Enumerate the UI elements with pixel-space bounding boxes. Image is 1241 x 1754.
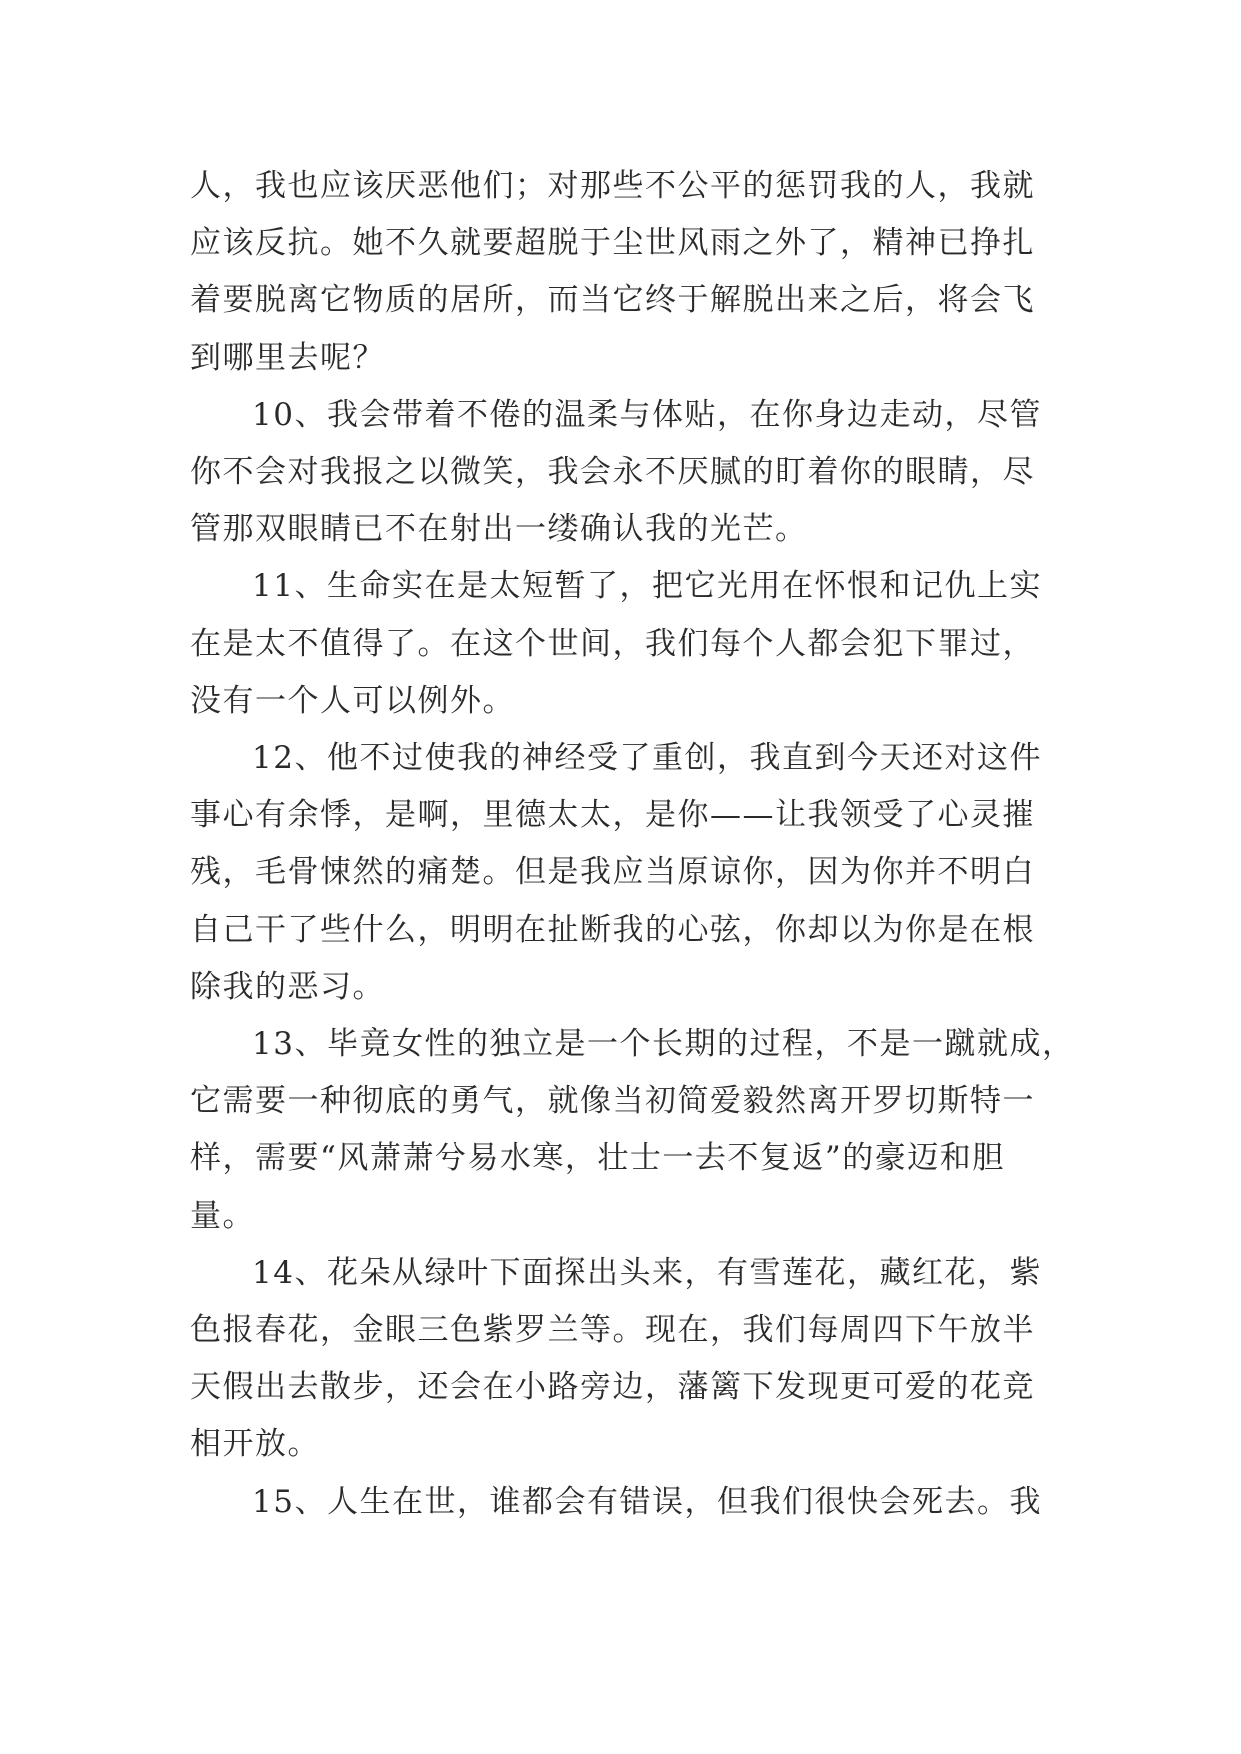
text-line: 在是太不值得了。在这个世间，我们每个人都会犯下罪过， — [190, 625, 1035, 662]
text-line: 自己干了些什么，明明在扯断我的心弦，你却以为你是在根 — [190, 911, 1035, 948]
text-line: 11、生命实在是太短暂了，把它光用在怀恨和记仇上实 — [252, 568, 1042, 605]
text-line: 13、毕竟女性的独立是一个长期的过程，不是一蹴就成， — [252, 1026, 1075, 1063]
paragraph-14 — [190, 1245, 1050, 1474]
paragraph-12 — [190, 730, 1050, 1016]
text-line: 天假出去散步，还会在小路旁边，藩篱下发现更可爱的花竞 — [190, 1369, 1035, 1406]
paragraph-15 — [190, 1474, 1050, 1531]
text-line: 人，我也应该厌恶他们；对那些不公平的惩罚我的人，我就 — [190, 168, 1035, 204]
paragraph-11 — [190, 558, 1050, 730]
text-line: 相开放。 — [190, 1426, 320, 1463]
paragraph-continuation — [190, 158, 1050, 387]
text-line: 量。 — [190, 1197, 255, 1234]
text-line: 它需要一种彻底的勇气，就像当初简爱毅然离开罗切斯特一 — [190, 1083, 1035, 1120]
text-line: 12、他不过使我的神经受了重创，我直到今天还对这件 — [252, 740, 1042, 777]
paragraph-10 — [190, 387, 1050, 559]
text-line: 你不会对我报之以微笑，我会永不厌腻的盯着你的眼睛，尽 — [190, 454, 1035, 491]
text-line: 没有一个人可以例外。 — [190, 682, 515, 719]
text-line: 14、花朵从绿叶下面探出头来，有雪莲花，藏红花，紫 — [252, 1254, 1042, 1291]
document-body — [190, 158, 1075, 1531]
text-line: 残，毛骨悚然的痛楚。但是我应当原谅你，因为你并不明白 — [190, 854, 1035, 891]
text-line: 样，需要“风萧萧兮易水寒，壮士一去不复返”的豪迈和胆 — [190, 1140, 1005, 1177]
text-line: 10、我会带着不倦的温柔与体贴，在你身边走动，尽管 — [252, 396, 1042, 433]
text-line: 着要脱离它物质的居所，而当它终于解脱出来之后，将会飞 — [190, 282, 1035, 319]
text-line: 15、人生在世，谁都会有错误，但我们很快会死去。我 — [252, 1483, 1042, 1520]
text-line: 事心有余悸，是啊，里德太太，是你——让我领受了心灵摧 — [190, 797, 1035, 834]
text-line: 色报春花，金眼三色紫罗兰等。现在，我们每周四下午放半 — [190, 1312, 1035, 1349]
text-line: 到哪里去呢？ — [190, 339, 385, 376]
paragraph-13 — [190, 1016, 1075, 1245]
text-line: 管那双眼睛已不在射出一缕确认我的光芒。 — [190, 511, 808, 548]
text-line: 除我的恶习。 — [190, 968, 385, 1005]
text-line: 应该反抗。她不久就要超脱于尘世风雨之外了，精神已挣扎 — [190, 225, 1035, 262]
